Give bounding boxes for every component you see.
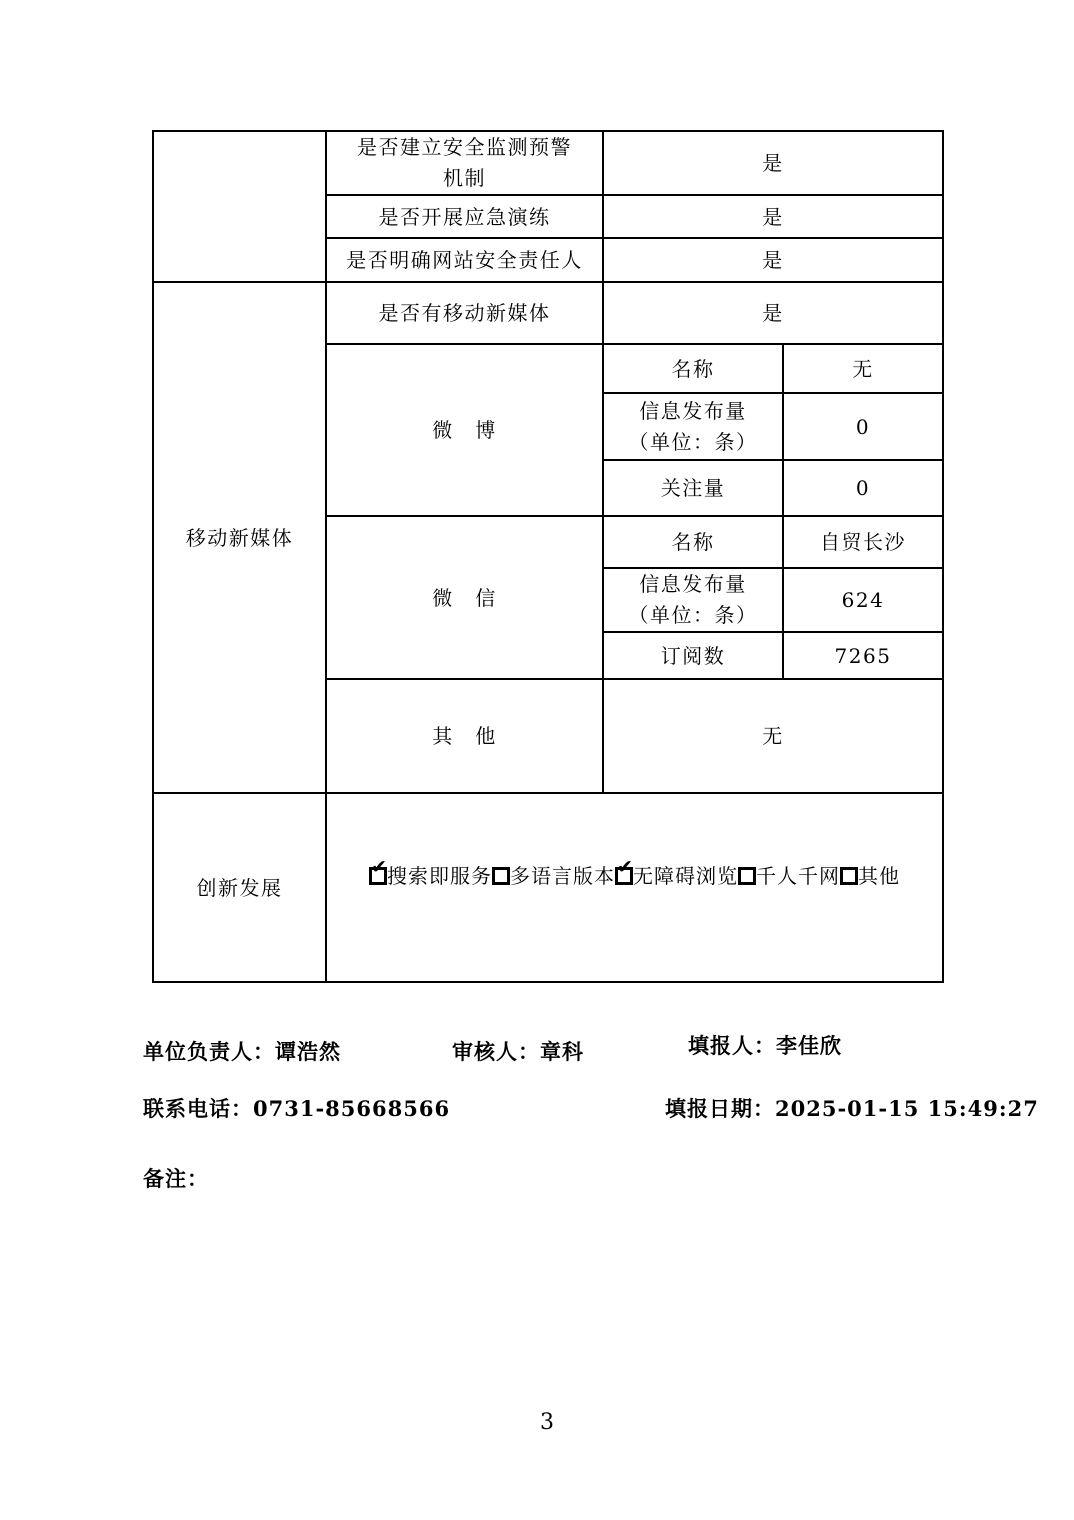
- remark: [143, 1163, 209, 1193]
- security-owner-value: 是: [603, 238, 943, 282]
- checkbox-other: [840, 867, 858, 885]
- filler-value: 李佳欣: [776, 1033, 842, 1058]
- wechat-subscribers-label: 订阅数: [603, 632, 783, 679]
- website-report-table: [152, 130, 944, 983]
- checkbox-search-service: [369, 855, 387, 885]
- wechat-posts-value: 624: [783, 568, 943, 632]
- table-row: [153, 793, 943, 982]
- checkbox-label-search-service: 搜索即服务: [387, 863, 492, 888]
- table-row: [153, 282, 943, 344]
- emergency-drill-label: 是否开展应急演练: [326, 195, 603, 238]
- security-monitor-label-line2: 机制: [443, 166, 486, 190]
- checkbox-item-personalized: [738, 861, 840, 891]
- contact-phone-value: 0731-85668566: [253, 1096, 451, 1121]
- page-number: 3: [540, 1410, 554, 1435]
- wechat-name-label: 名称: [603, 516, 783, 568]
- unit-responsible-value: 谭浩然: [275, 1039, 341, 1064]
- checkbox-item-search-service: [369, 855, 492, 891]
- security-monitor-label-line1: 是否建立安全监测预警: [357, 135, 572, 159]
- unit-responsible-person: [143, 1036, 341, 1066]
- has-mobile-value: 是: [603, 282, 943, 344]
- wechat-posts-label-line1: 信息发布量: [639, 572, 747, 596]
- checkbox-item-multilingual: [492, 861, 615, 891]
- weibo-followers-label: 关注量: [603, 460, 783, 516]
- weibo-name-value: 无: [783, 344, 943, 393]
- other-media-label: 其 他: [326, 679, 603, 793]
- remark-label: 备注：: [143, 1166, 209, 1191]
- security-section-label-cell: [153, 131, 326, 282]
- wechat-name-value: 自贸长沙: [783, 516, 943, 568]
- unit-responsible-label: 单位负责人：: [143, 1039, 275, 1064]
- checkmark-icon: ✔: [617, 855, 633, 878]
- checkbox-personalized: [738, 867, 756, 885]
- checkbox-label-multilingual: 多语言版本: [510, 863, 615, 888]
- security-monitor-label: [326, 131, 603, 195]
- weibo-label: 微 博: [326, 344, 603, 516]
- wechat-posts-label: [603, 568, 783, 632]
- wechat-label: 微 信: [326, 516, 603, 679]
- has-mobile-label: 是否有移动新媒体: [326, 282, 603, 344]
- innovation-checkbox-line: [327, 855, 942, 891]
- checkbox-accessibility: [615, 855, 633, 885]
- weibo-name-label: 名称: [603, 344, 783, 393]
- innovation-checkbox-cell: [326, 793, 943, 982]
- report-date-value: 2025-01-15 15:49:27: [775, 1096, 1039, 1121]
- report-date: [665, 1093, 1039, 1123]
- checkbox-label-personalized: 千人千网: [756, 863, 840, 888]
- auditor-value: 章科: [540, 1039, 584, 1064]
- table-row: [153, 131, 943, 195]
- contact-phone: [143, 1093, 450, 1123]
- emergency-drill-value: 是: [603, 195, 943, 238]
- checkbox-label-accessibility: 无障碍浏览: [633, 863, 738, 888]
- security-monitor-value: 是: [603, 131, 943, 195]
- weibo-posts-label-line2: （单位：条）: [628, 429, 758, 454]
- security-owner-label: 是否明确网站安全责任人: [326, 238, 603, 282]
- wechat-subscribers-value: 7265: [783, 632, 943, 679]
- report-date-label: 填报日期：: [665, 1096, 775, 1121]
- wechat-posts-label-line2: （单位：条）: [628, 603, 758, 627]
- checkbox-multilingual: [492, 867, 510, 885]
- auditor: [452, 1036, 584, 1066]
- weibo-followers-value: 0: [783, 460, 943, 516]
- checkmark-icon: ✔: [371, 855, 387, 878]
- auditor-label: 审核人：: [452, 1039, 540, 1064]
- weibo-posts-label-line1: 信息发布量: [639, 398, 747, 423]
- mobile-section-label: 移动新媒体: [153, 282, 326, 793]
- weibo-posts-value: 0: [783, 393, 943, 460]
- filler-label: 填报人：: [688, 1033, 776, 1058]
- checkbox-item-other: [840, 861, 900, 891]
- checkbox-label-other: 其他: [858, 863, 900, 888]
- innovation-section-label: 创新发展: [153, 793, 326, 982]
- contact-phone-label: 联系电话：: [143, 1096, 253, 1121]
- checkbox-item-accessibility: [615, 855, 738, 891]
- other-media-value: 无: [603, 679, 943, 793]
- filler: [688, 1030, 842, 1060]
- weibo-posts-label: [603, 393, 783, 460]
